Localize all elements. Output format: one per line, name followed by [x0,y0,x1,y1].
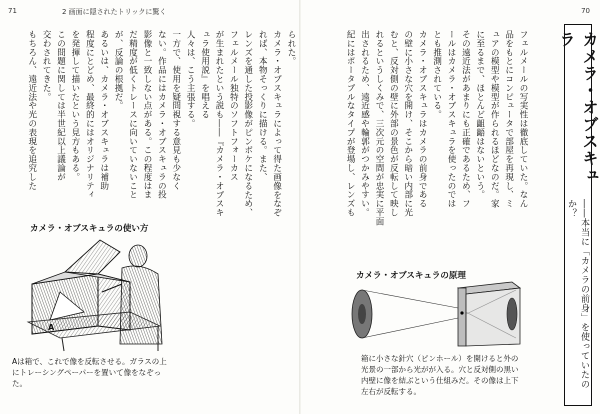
right-figure-heading: カメラ・オブスキュラの原理 [356,271,466,281]
left-figure-caption: Aは箱で、これで像を反転させる。ガラスの上にトレーシングペーパーを置いて像をなぞった。 [12,357,167,388]
left-line: レンズを通した投影像がピンボケになるため、フェルメール独特のソフトフォーカス [228,30,253,217]
right-page-body [308,30,530,262]
section-subtitle: ――本当に「カメラの前身」を使っていたのか？ [566,198,589,389]
right-line: 紀にはポータブルなタイプが登場し、レンズも [345,30,356,217]
right-line: とも推測されている。 [431,30,442,119]
left-line: カメラ・オブスキュラによって得た画像をなぞれば、本物そっくりに描ける。また、 [257,30,282,217]
section-title-main: カメラ・オブスキュラ [557,31,599,184]
left-line: あるいは、カメラ・オブスキュラは補助 [98,30,109,191]
right-line: その遠近法があまりにも正確であるため、フ [460,30,471,208]
left-page-body [12,30,298,217]
left-line: ない。作品にはカメラ・オブスキュラの投 [156,30,167,200]
left-line: が、反論の根拠だ。 [113,30,124,111]
left-line: 程度にとどめ、最終的にはオリジナリティ [84,30,95,200]
left-line: 影像と一致しない点がある。この程度はま [141,30,152,200]
right-figure-caption: 箱に小さな針穴（ピンホール）を開けると外の光景の一部から光がが入る。穴と反対側の黒い内壁に像を結ぶという仕組みだ。その像は上下左右が反転する。 [361,354,519,396]
right-line: カメラ・オブスキュラはカメラの前身である [417,30,428,208]
left-line: が生まれたという説も――『カメラ・オブスキュラ使用説』を唱える [199,30,224,217]
left-line: 人々は、こう主張する。 [185,30,196,128]
left-figure-heading: カメラ・オブスキュラの使い方 [30,224,149,234]
right-line: むと、反対側の壁に外部の景色が反転して映し [388,30,399,217]
right-line: の壁に小さな穴を開け、そこから暗い内部に光 [402,30,413,217]
left-line: だ精度が低くトレースに向いていないこと [127,30,138,200]
section-title-box [536,24,599,406]
left-line: この問題に関しては半世紀以上議論が [55,30,66,182]
left-line: を発揮して描いたという見方もある。 [69,30,80,182]
left-line: もちろん、遠近法や光の表現を追究した [26,30,37,191]
right-line: ールはカメラ・オブスキュラを使ったのでは [445,30,456,208]
running-chapter-title: 2 画面に隠されたトリックに驚く [62,8,167,16]
left-page-number: 71 [8,7,17,15]
right-line: フェルメールの写実性は徹底していた。なん [518,30,528,208]
right-line: れるというしくみで、三次元の空間が忠実に平面 [373,30,384,226]
section-title [557,24,599,406]
right-page-number: 70 [581,7,590,15]
camera-obscura-usage-illustration [10,234,170,352]
left-line: 一方で、使用を疑問視する意見も少なく [170,30,181,191]
left-line: られた。 [286,30,296,66]
right-line: 品をもとにコンピュータで部屋を再現し、ミ [503,30,514,208]
right-line: ュアの模型や模型が作られるほどなのだ。家 [489,30,500,208]
figure-label-a: A [48,323,55,332]
right-line: に至るまで、ほとんど齟齬はないという。 [474,30,485,200]
camera-obscura-principle-diagram [350,280,526,348]
page-gutter [299,0,301,414]
right-line: 出されるため、遠近感や輪郭がつかみやすい。 [359,30,370,217]
left-line: 交わされてきた。 [41,30,52,102]
